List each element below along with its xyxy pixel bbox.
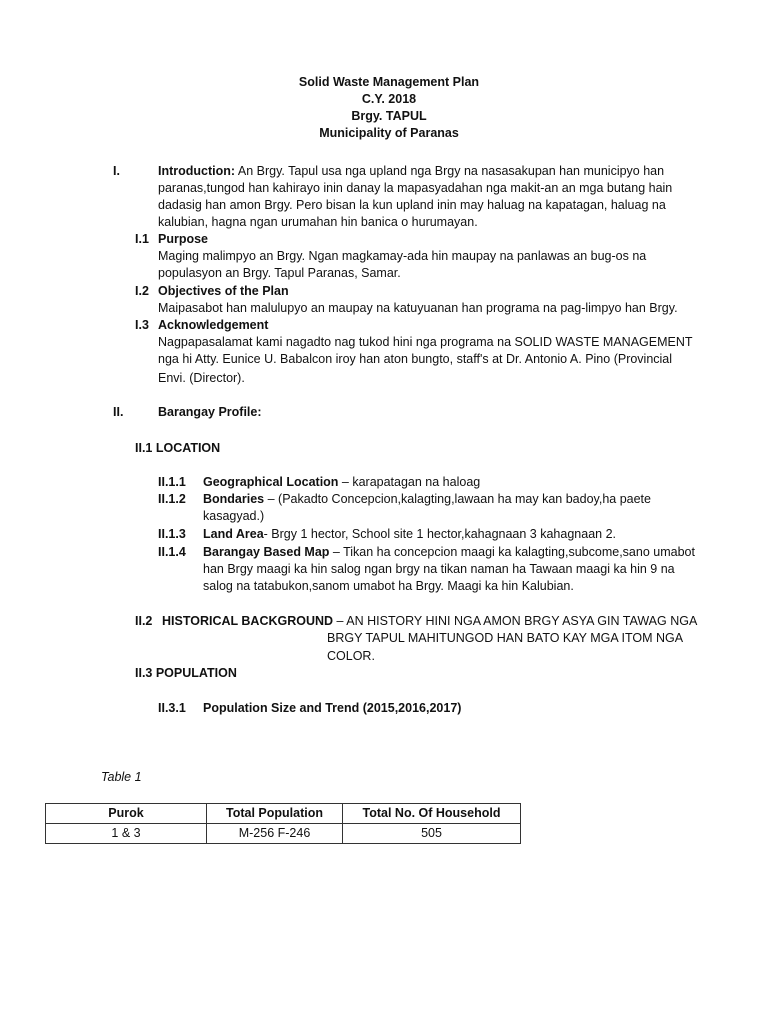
geographical-location-item [203, 474, 480, 491]
historical-heading: HISTORICAL BACKGROUND [162, 614, 334, 628]
intro-text-line: paranas,tungod han kahirayo inin danay la mapasyadahan nga makit-an an mga butang hain [158, 181, 673, 195]
table-row [46, 824, 521, 844]
item-number: II.1.3 [158, 527, 186, 541]
acknowledgement-text-line: Envi. (Director). [158, 371, 245, 385]
table-caption: Table 1 [101, 770, 142, 784]
table-cell: M-256 F-246 [207, 824, 343, 844]
boundaries-item [203, 491, 651, 508]
location-heading: II.1 LOCATION [135, 441, 221, 455]
section-2-number: II. [113, 405, 124, 419]
item-title: Bondaries [203, 492, 265, 506]
historical-text: – AN HISTORY HINI NGA AMON BRGY ASYA GIN TAWAG NGA [333, 614, 698, 628]
pop-size-heading: Population Size and Trend (2015,2016,2017) [203, 701, 462, 715]
purpose-text-line: populasyon an Brgy. Tapul Paranas, Samar. [158, 266, 401, 280]
item-number: II.1.1 [158, 475, 186, 489]
item-text: - Brgy 1 hector, School site 1 hector,kahagnaan 3 kahagnaan 2. [263, 527, 616, 541]
acknowledgement-number: I.3 [135, 318, 149, 332]
municipality-name: Municipality of Paranas [319, 126, 459, 140]
item-title: Geographical Location [203, 475, 339, 489]
item-text-line: salog na tatabukon,sanom umabot ha Brgy. Maagi ka hin Kalubian. [203, 579, 574, 593]
column-header: Purok [46, 804, 207, 824]
barangay-map-item [203, 544, 695, 561]
item-text: – (Pakadto Concepcion,kalagting,lawaan ha may kan badoy,ha paete [264, 492, 651, 506]
pop-size-number: II.3.1 [158, 701, 186, 715]
item-number: II.1.4 [158, 545, 186, 559]
section-2-heading: Barangay Profile: [158, 405, 262, 419]
item-text-line: kasagyad.) [203, 509, 265, 523]
section-1-number: I. [113, 164, 120, 178]
historical-text-line: BRGY TAPUL MAHITUNGOD HAN BATO KAY MGA ITOM NGA [327, 631, 684, 645]
land-area-item [203, 526, 616, 543]
section-1-heading: Introduction: [158, 164, 236, 178]
document-title: Solid Waste Management Plan [298, 75, 480, 89]
item-title: Land Area [203, 527, 264, 541]
item-text-line: han Brgy maagi ka hin salog ngan brgy na tikan naman ha Tawaan maagi ka hin 9 na [203, 562, 675, 576]
acknowledgement-text-line: nga hi Atty. Eunice U. Babalcon iroy han aton bungto, staff's at Dr. Antonio A. Pino (Provincial [158, 352, 673, 366]
purpose-heading: Purpose [158, 232, 209, 246]
column-header: Total No. Of Household [343, 804, 521, 824]
column-header: Total Population [207, 804, 343, 824]
intro-text: An Brgy. Tapul usa nga upland nga Brgy na nasasakupan han municipyo han [235, 164, 665, 178]
purpose-text-line: Maging malimpyo an Brgy. Ngan magkamay-ada hin maupay na panlawas an bug-os na [158, 249, 647, 263]
item-text: – Tikan ha concepcion maagi ka kalagting,subcome,sano umabot [329, 545, 695, 559]
objectives-text-line: Maipasabot han malulupyo an maupay na katuyuanan han programa na pag-limpyo han Brgy. [158, 301, 678, 315]
barangay-name: Brgy. TAPUL [351, 109, 427, 123]
item-number: II.1.2 [158, 492, 186, 506]
item-title: Barangay Based Map [203, 545, 330, 559]
historical-number: II.2 [135, 614, 153, 628]
purpose-number: I.1 [135, 232, 149, 246]
table-cell: 1 & 3 [46, 824, 207, 844]
acknowledgement-text-line: Nagpapasalamat kami nagadto nag tukod hini nga programa na SOLID WASTE MANAGEMENT [158, 335, 693, 349]
historical-background-item [162, 613, 697, 630]
calendar-year: C.Y. 2018 [361, 92, 417, 106]
intro-text-line: kalubian, hagna ngan urumahan hin banica o hurumayan. [158, 215, 478, 229]
objectives-heading: Objectives of the Plan [158, 284, 289, 298]
section-1-intro-line-1 [158, 163, 664, 180]
table-header-row [46, 804, 521, 824]
population-table [45, 803, 521, 844]
item-text: – karapatagan na haloag [338, 475, 481, 489]
historical-text-line: COLOR. [327, 649, 375, 663]
table-cell: 505 [343, 824, 521, 844]
population-heading: II.3 POPULATION [135, 666, 237, 680]
acknowledgement-heading: Acknowledgement [158, 318, 269, 332]
intro-text-line: dadasig han amon Brgy. Pero bisan la kun upland inin may haluag na kapatagan, haluag na [158, 198, 666, 212]
objectives-number: I.2 [135, 284, 149, 298]
